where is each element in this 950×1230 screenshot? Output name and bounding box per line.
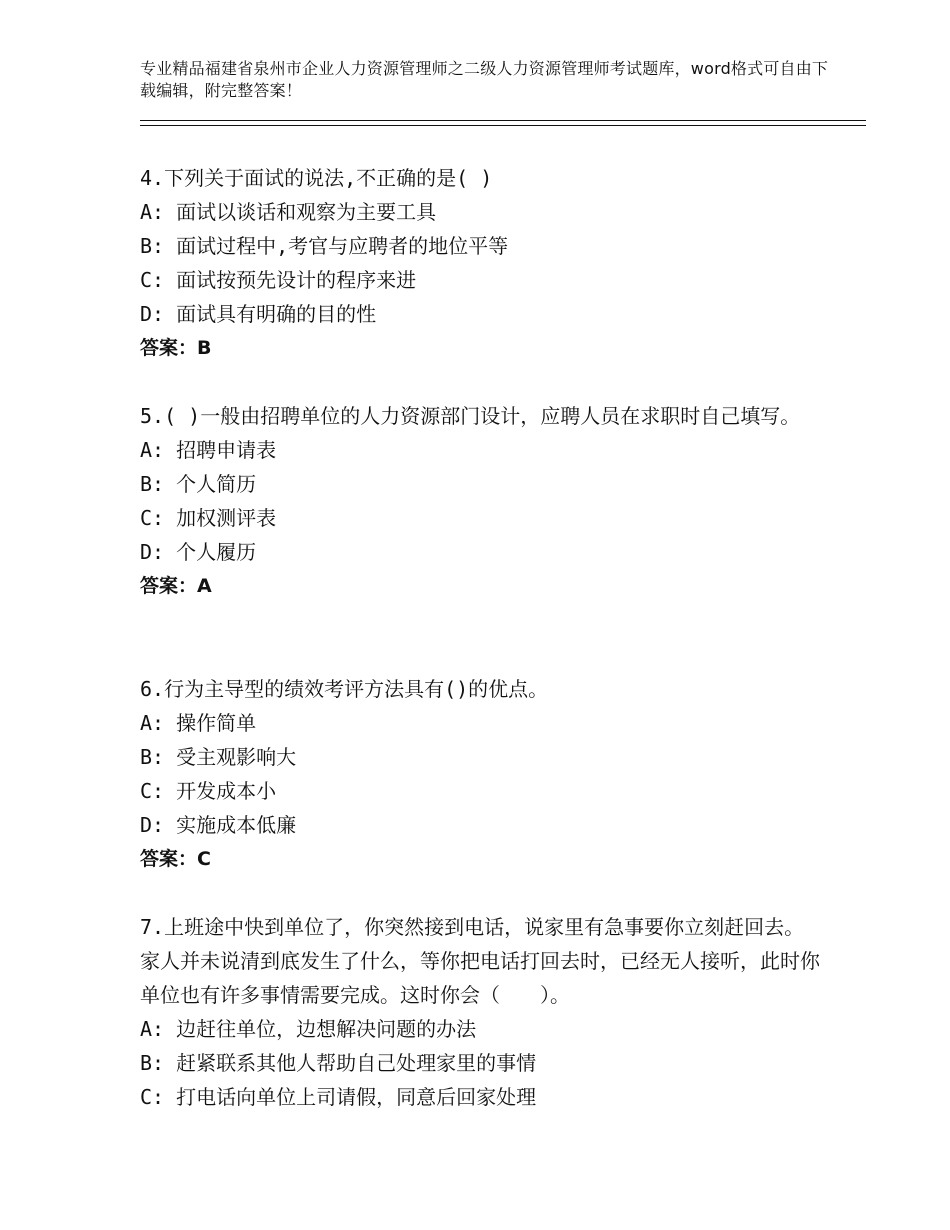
option-a: A: 招聘申请表 bbox=[140, 438, 277, 462]
answer-label: 答案：A bbox=[140, 575, 212, 597]
document-header: 专业精品福建省泉州市企业人力资源管理师之二级人力资源管理师考试题库，word格式可自由下载编辑，附完整答案！ bbox=[140, 59, 829, 100]
option-a: A: 面试以谈话和观察为主要工具 bbox=[140, 200, 437, 224]
header-divider-top bbox=[140, 120, 866, 121]
question-stem: 6.行为主导型的绩效考评方法具有()的优点。 bbox=[140, 677, 549, 701]
option-b: B: 个人简历 bbox=[140, 472, 257, 496]
option-d: D: 实施成本低廉 bbox=[140, 813, 297, 837]
answer-label: 答案：C bbox=[140, 848, 211, 870]
question-7 bbox=[140, 910, 820, 1114]
option-b: B: 受主观影响大 bbox=[140, 745, 297, 769]
question-stem: 5.( )一般由招聘单位的人力资源部门设计，应聘人员在求职时自己填写。 bbox=[140, 404, 801, 428]
answer-label: 答案：B bbox=[140, 337, 212, 359]
option-c: C: 开发成本小 bbox=[140, 779, 277, 803]
option-a: A: 操作简单 bbox=[140, 711, 257, 735]
header-divider-bottom bbox=[140, 125, 866, 126]
question-4 bbox=[140, 161, 820, 365]
option-b: B: 面试过程中,考官与应聘者的地位平等 bbox=[140, 234, 509, 258]
option-b: B: 赶紧联系其他人帮助自己处理家里的事情 bbox=[140, 1051, 537, 1075]
question-5 bbox=[140, 399, 820, 603]
question-6 bbox=[140, 672, 820, 876]
option-d: D: 面试具有明确的目的性 bbox=[140, 302, 377, 326]
option-c: C: 打电话向单位上司请假，同意后回家处理 bbox=[140, 1085, 537, 1109]
option-c: C: 加权测评表 bbox=[140, 506, 277, 530]
option-a: A: 边赶往单位，边想解决问题的办法 bbox=[140, 1017, 477, 1041]
question-stem: 4.下列关于面试的说法,不正确的是( ) bbox=[140, 166, 493, 190]
option-d: D: 个人履历 bbox=[140, 540, 257, 564]
question-stem: 7.上班途中快到单位了，你突然接到电话，说家里有急事要你立刻赶回去。家人并未说清到底发生了什么，等你把电话打回去时，已经无人接听，此时你单位也有许多事情需要完成。这时你会（ ）。 bbox=[140, 915, 820, 1007]
option-c: C: 面试按预先设计的程序来进 bbox=[140, 268, 417, 292]
